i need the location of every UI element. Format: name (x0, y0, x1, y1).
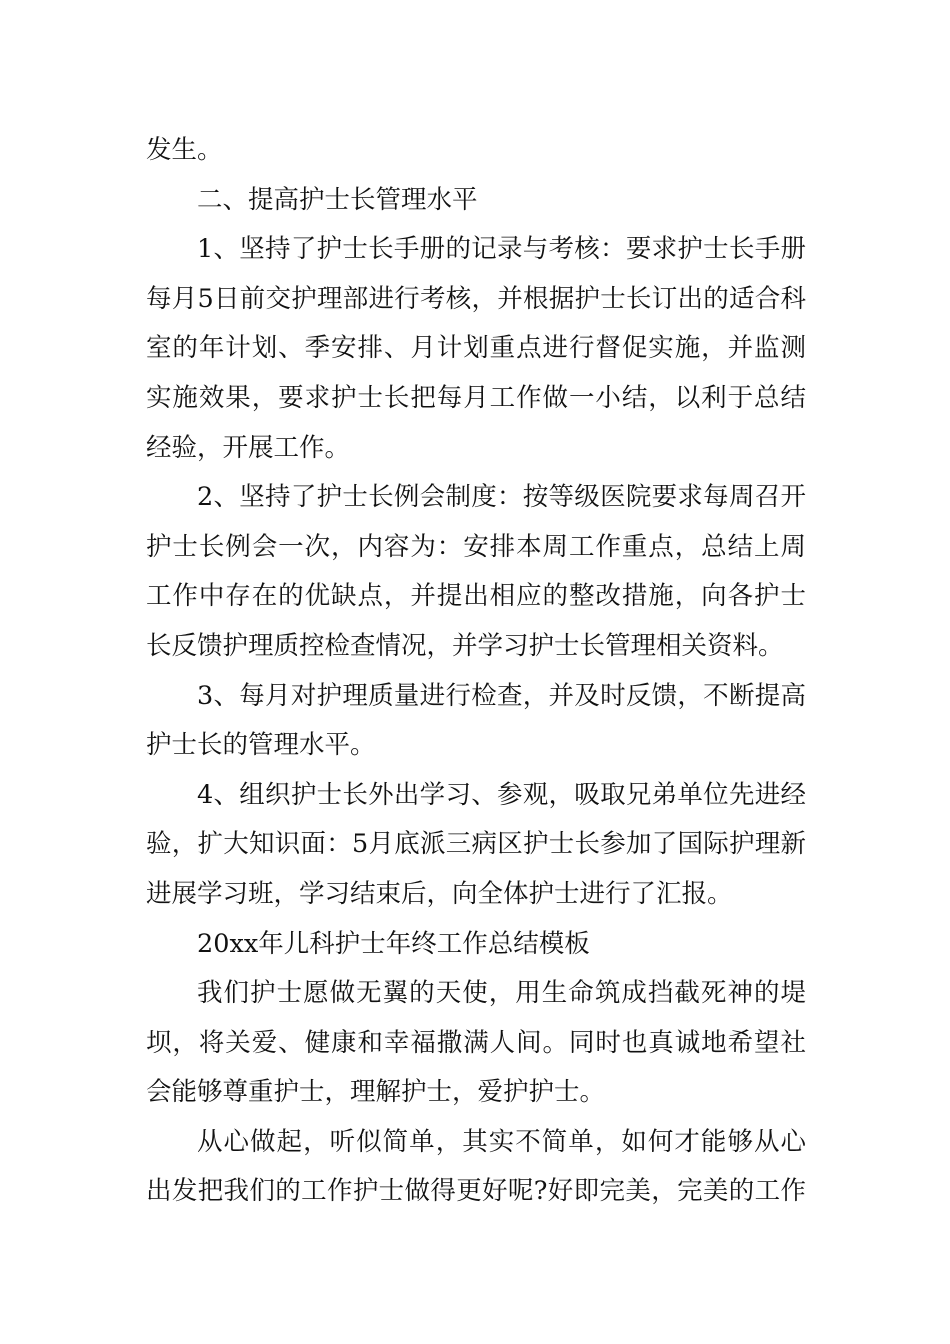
text-line: 工作中存在的优缺点，并提出相应的整改措施，向各护士 (146, 581, 806, 612)
text-line: 实施效果，要求护士长把每月工作做一小结，以利于总结 (146, 382, 806, 413)
text-line: 长反馈护理质控检查情况，并学习护士长管理相关资料。 (146, 630, 784, 661)
text-line: 会能够尊重护士，理解护士，爱护护士。 (146, 1077, 606, 1108)
text-line: 4、组织护士长外出学习、参观，吸取兄弟单位先进经 (197, 779, 806, 810)
text-line: 2、坚持了护士长例会制度：按等级医院要求每周召开 (197, 482, 806, 513)
text-line: 验，扩大知识面：5月底派三病区护士长参加了国际护理新 (146, 829, 806, 860)
text-line: 护士长例会一次，内容为：安排本周工作重点，总结上周 (146, 531, 806, 562)
text-line: 二、提高护士长管理水平 (197, 184, 478, 215)
text-line: 3、每月对护理质量进行检查，并及时反馈，不断提高 (197, 680, 806, 711)
text-line: 每月5日前交护理部进行考核，并根据护士长订出的适合科 (146, 283, 806, 314)
text-line: 护士长的管理水平。 (146, 730, 376, 761)
text-line: 室的年计划、季安排、月计划重点进行督促实施，并监测 (146, 333, 806, 364)
text-line: 坝，将关爱、健康和幸福撒满人间。同时也真诚地希望社 (146, 1027, 806, 1058)
text-line: 出发把我们的工作护士做得更好呢?好即完美，完美的工作 (146, 1176, 806, 1207)
text-line: 进展学习班，学习结束后，向全体护士进行了汇报。 (146, 878, 733, 909)
text-line: 20xx年儿科护士年终工作总结模板 (197, 928, 590, 959)
text-line: 经验，开展工作。 (146, 432, 351, 463)
document-body (146, 126, 806, 1217)
text-line: 我们护士愿做无翼的天使，用生命筑成挡截死神的堤 (197, 978, 806, 1009)
text-line: 发生。 (146, 135, 223, 165)
text-line: 1、坚持了护士长手册的记录与考核：要求护士长手册 (197, 234, 806, 265)
text-line: 从心做起，听似简单，其实不简单，如何才能够从心 (197, 1126, 806, 1157)
